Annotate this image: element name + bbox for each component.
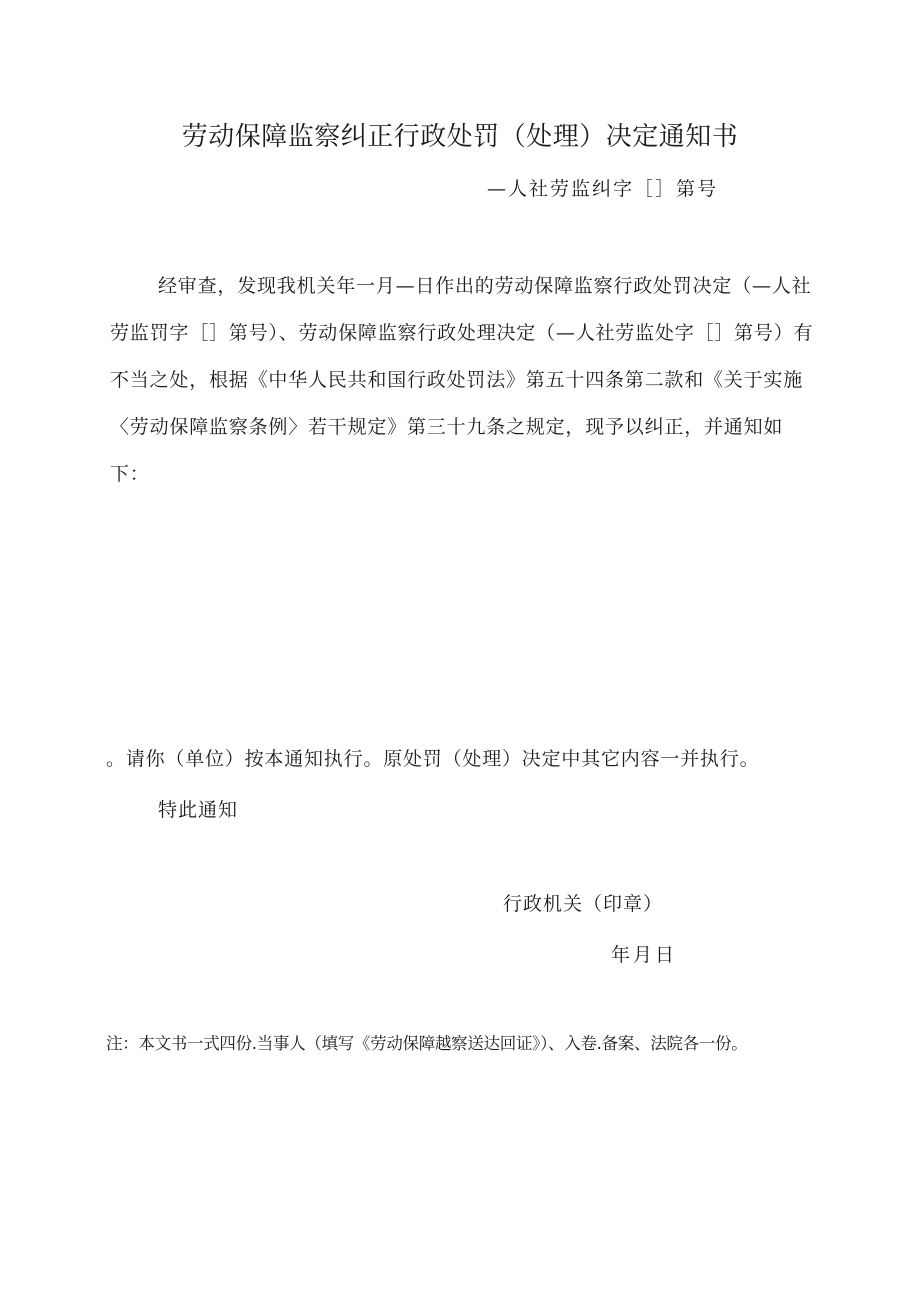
instruction-line: 。请你（单位）按本通知执行。原处罚（处理）决定中其它内容一并执行。: [106, 748, 760, 770]
body-paragraph: 经审查，发现我机关年一月—日作出的劳动保障监察行政处罚决定（—人社劳监罚字［］第号）、劳动保障监察行政处理决定（—人社劳监处字［］第号）有不当之处，根据《中华人民共和国行政处罚法》第五十四条第二款和《关于实施〈劳动保障监察条例〉若干规定》第三十九条之规定，现予以纠正，并通知如下：: [110, 275, 814, 485]
date-line: 年月日: [611, 944, 678, 966]
issuer-seal-line: 行政机关（印章）: [503, 893, 664, 915]
footnote: 注：本文书一式四份.当事人（填写《劳动保障越察送达回证》）、入卷.备案、法院各一份。: [106, 1034, 748, 1053]
document-number: —人社劳监纠字［］第号: [487, 178, 719, 200]
closing-line: 特此通知: [158, 799, 239, 821]
document-title: 劳动保障监察纠正行政处罚（处理）决定通知书: [181, 122, 739, 152]
